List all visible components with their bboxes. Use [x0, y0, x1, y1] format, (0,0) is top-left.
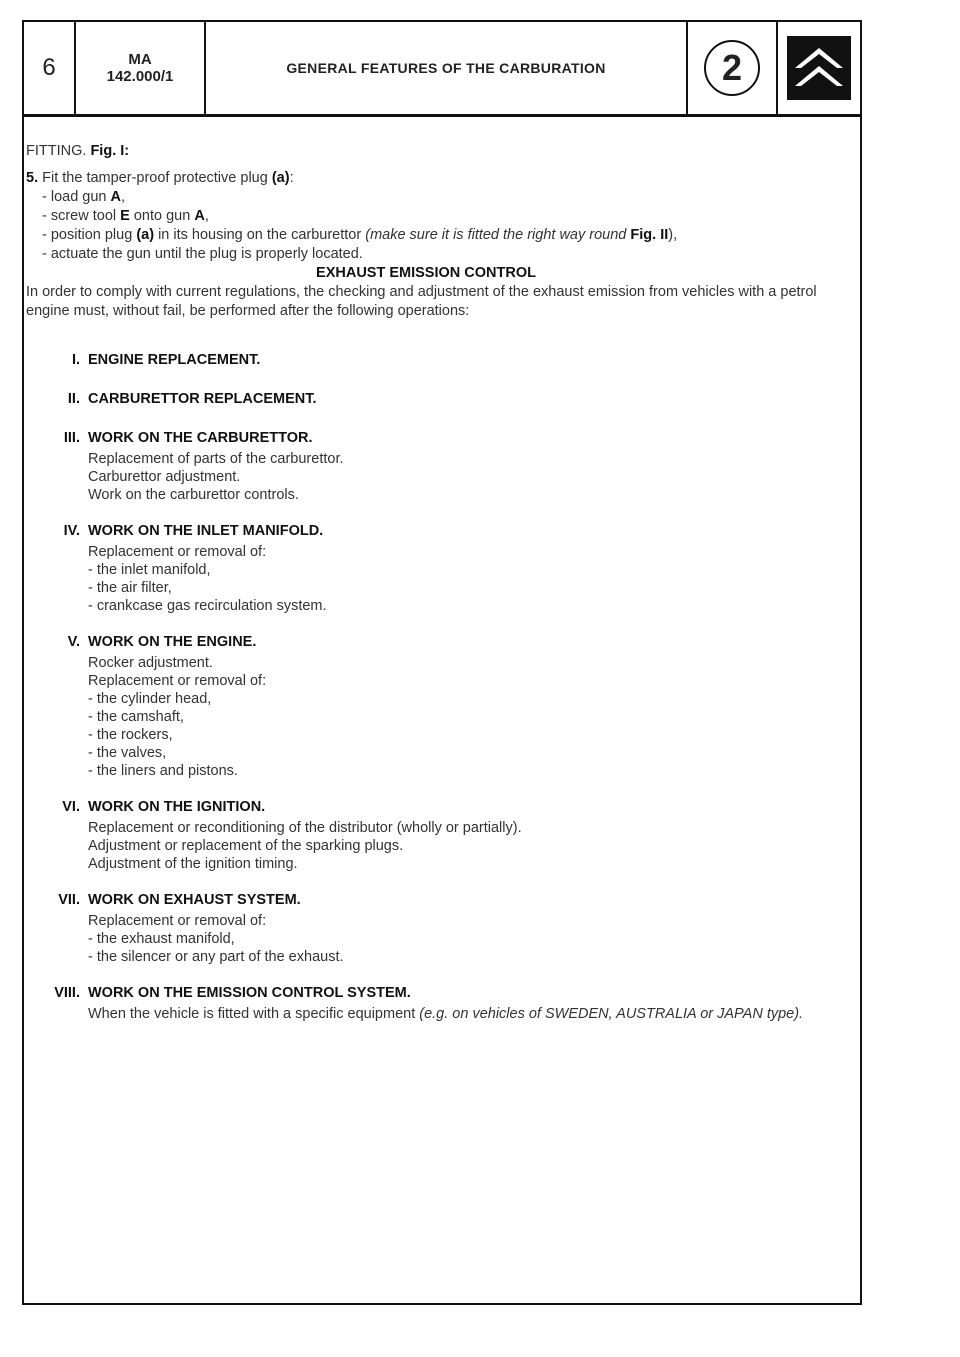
bullet-text: ),: [668, 227, 678, 243]
fitting-label: FITTING.: [26, 143, 87, 159]
bullet-actuate-gun: [42, 245, 826, 264]
bullet-text: in its housing on the carburettor: [154, 227, 366, 243]
operation-body: [88, 891, 826, 966]
reference-code-line1: MA: [128, 51, 152, 68]
section-badge: [688, 22, 778, 114]
operation-line: - the valves,: [88, 745, 167, 761]
step-5: [26, 169, 826, 188]
section-title: EXHAUST EMISSION CONTROL: [316, 265, 536, 281]
operation-body: [88, 351, 826, 372]
reference-code: [76, 22, 206, 114]
bullet-screw-tool: [42, 207, 826, 226]
operation-line: [88, 1005, 826, 1023]
operation-number: IV.: [63, 523, 80, 539]
operation-body: [88, 522, 826, 615]
operation-line: Replacement or removal of:: [88, 673, 267, 689]
operation-line: - the exhaust manifold,: [88, 931, 235, 947]
step-colon: :: [289, 170, 294, 186]
operation-body: [88, 633, 826, 780]
intro-paragraph: In order to comply with current regulations, the checking and adjustment of the exhaust emission from vehicles with a petrol engine must, without fail, be performed after the following operations:: [26, 284, 817, 319]
operation-item: [26, 798, 826, 873]
operation-line: Replacement of parts of the carburettor.: [88, 451, 344, 467]
operation-line: - the silencer or any part of the exhaust.: [88, 949, 344, 965]
bullet-bold: (a): [136, 227, 155, 243]
operation-item: [26, 351, 826, 372]
fitting-heading: [26, 142, 826, 161]
bullet-text: ,: [204, 208, 209, 224]
page-content: [26, 142, 826, 1023]
bullet-italic: (make sure it is fitted the right way round: [365, 227, 631, 243]
operation-body: [88, 390, 826, 411]
operation-item: [26, 984, 826, 1023]
operation-number: II.: [67, 391, 80, 407]
operation-line: Adjustment or replacement of the sparking plugs.: [88, 838, 404, 854]
bullet-load-gun: [42, 188, 826, 207]
operation-line: Replacement or reconditioning of the distributor (wholly or partially).: [88, 820, 522, 836]
bullet-text: ,: [121, 189, 126, 205]
bullet-text: - load gun: [42, 189, 111, 205]
step-plug-ref: (a): [271, 170, 290, 186]
operation-line: Work on the carburettor controls.: [88, 487, 299, 503]
operation-item: [26, 522, 826, 615]
bullet-text: - position plug: [42, 227, 137, 243]
operation-title: ENGINE REPLACEMENT.: [88, 352, 261, 368]
operation-line: - the camshaft,: [88, 709, 184, 725]
operation-line-example: (e.g. on vehicles of SWEDEN, AUSTRALIA or JAPAN type).: [419, 1006, 804, 1022]
bullet-bold: A: [110, 189, 122, 205]
bullet-text: onto gun: [129, 208, 195, 224]
reference-code-line2: 142.000/1: [106, 68, 174, 85]
operation-line: - the liners and pistons.: [88, 763, 238, 779]
logo-cell: [778, 22, 860, 114]
operation-line: Rocker adjustment.: [88, 655, 213, 671]
operation-line-text: When the vehicle is fitted with a specific equipment: [88, 1006, 420, 1022]
operation-title: CARBURETTOR REPLACEMENT.: [88, 391, 317, 407]
page-number: 6: [24, 22, 76, 114]
step-bullets: [26, 188, 826, 264]
operation-number: V.: [67, 634, 80, 650]
section-number: 2: [704, 40, 760, 96]
operation-line: - the air filter,: [88, 580, 172, 596]
bullet-position-plug: [42, 226, 826, 245]
operation-item: [26, 429, 826, 504]
operation-line: Adjustment of the ignition timing.: [88, 856, 298, 872]
bullet-bold: A: [194, 208, 205, 224]
step-number: 5.: [26, 170, 39, 186]
bullet-bold: Fig. II: [630, 227, 669, 243]
bullet-text: - screw tool: [42, 208, 121, 224]
chevron-logo-icon: [787, 36, 851, 100]
operation-title: WORK ON THE INLET MANIFOLD.: [88, 523, 324, 539]
operation-number: VI.: [62, 799, 80, 815]
operation-line: Replacement or removal of:: [88, 544, 267, 560]
operation-line: Carburettor adjustment.: [88, 469, 241, 485]
operation-line: - the rockers,: [88, 727, 173, 743]
operation-number: III.: [63, 430, 80, 446]
operation-body: [88, 798, 826, 873]
operation-number: I.: [71, 352, 80, 368]
operation-title: WORK ON THE EMISSION CONTROL SYSTEM.: [88, 985, 411, 1001]
operation-number: VIII.: [54, 985, 80, 1001]
operation-title: WORK ON THE IGNITION.: [88, 799, 266, 815]
operation-line: - the cylinder head,: [88, 691, 212, 707]
bullet-bold: E: [120, 208, 130, 224]
operation-item: [26, 390, 826, 411]
page-header: [24, 22, 860, 117]
operation-number: VII.: [58, 892, 80, 908]
step-text: Fit the tamper-proof protective plug: [42, 170, 268, 186]
operation-item: [26, 891, 826, 966]
fitting-fig-ref: Fig. I:: [90, 143, 130, 159]
operations-list: [26, 351, 826, 1023]
bullet-text: - actuate the gun until the plug is properly located.: [42, 246, 363, 262]
operation-title: WORK ON THE CARBURETTOR.: [88, 430, 313, 446]
operation-body: [88, 984, 826, 1023]
operation-title: WORK ON THE ENGINE.: [88, 634, 257, 650]
operation-line: - crankcase gas recirculation system.: [88, 598, 327, 614]
operation-title: WORK ON EXHAUST SYSTEM.: [88, 892, 301, 908]
operation-line: - the inlet manifold,: [88, 562, 211, 578]
operation-line: Replacement or removal of:: [88, 913, 267, 929]
page-title: GENERAL FEATURES OF THE CARBURATION: [206, 22, 688, 114]
operation-body: [88, 429, 826, 504]
operation-item: [26, 633, 826, 780]
